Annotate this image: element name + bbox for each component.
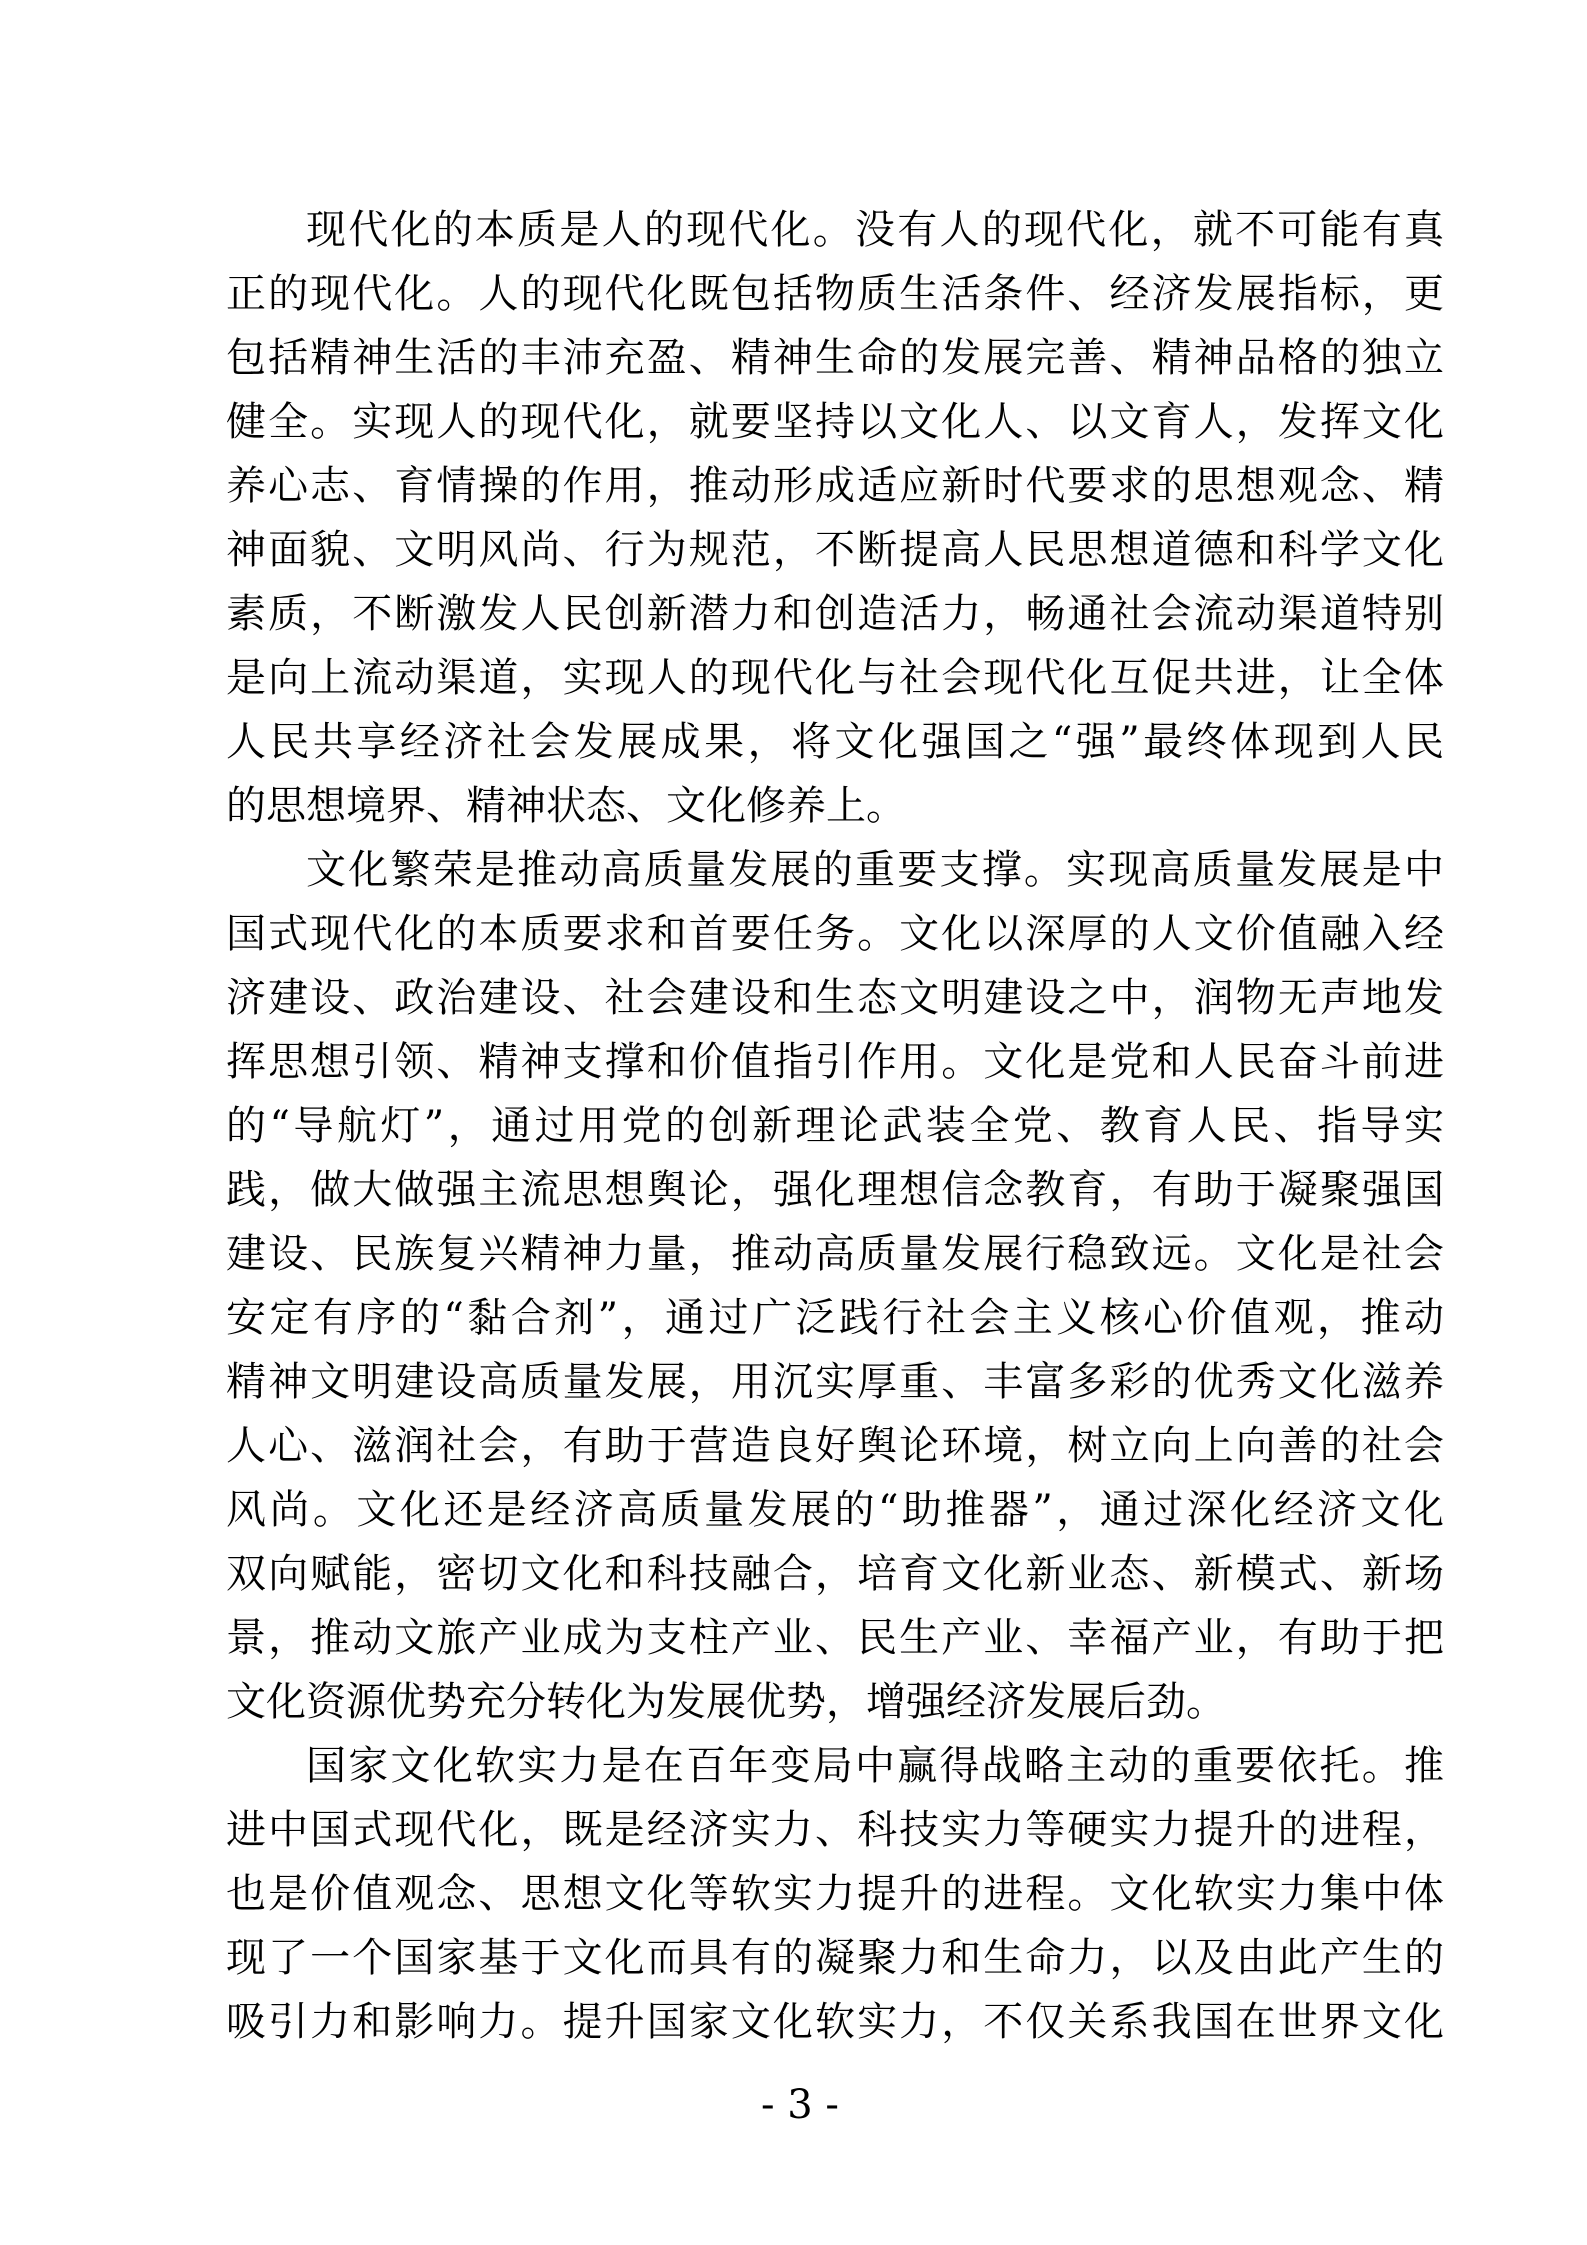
text-line: 人民共享经济社会发展成果，将文化强国之“强”最终体现到人民 <box>226 719 1444 765</box>
text-line: 正的现代化。人的现代化既包括物质生活条件、经济发展指标，更 <box>226 271 1444 317</box>
text-line: 文化资源优势充分转化为发展优势，增强经济发展后劲。 <box>226 1679 1226 1725</box>
text-line: 神面貌、文明风尚、行为规范，不断提高人民思想道德和科学文化 <box>226 527 1444 573</box>
paragraph <box>226 1734 1444 2054</box>
text-line: 吸引力和影响力。提升国家文化软实力，不仅关系我国在世界文化 <box>226 1999 1444 2045</box>
text-line: 健全。实现人的现代化，就要坚持以文化人、以文育人，发挥文化 <box>226 399 1444 445</box>
text-line: 景，推动文旅产业成为支柱产业、民生产业、幸福产业，有助于把 <box>226 1615 1444 1661</box>
text-line: 践，做大做强主流思想舆论，强化理想信念教育，有助于凝聚强国 <box>226 1167 1444 1213</box>
document-body <box>226 198 1444 2054</box>
text-line: 挥思想引领、精神支撑和价值指引作用。文化是党和人民奋斗前进 <box>226 1039 1444 1085</box>
text-line: 双向赋能，密切文化和科技融合，培育文化新业态、新模式、新场 <box>226 1551 1444 1597</box>
text-line: 安定有序的“黏合剂”，通过广泛践行社会主义核心价值观，推动 <box>226 1295 1444 1341</box>
text-line: 包括精神生活的丰沛充盈、精神生命的发展完善、精神品格的独立 <box>226 335 1444 381</box>
page-number: - 3 - <box>761 2082 839 2128</box>
text-line: 的思想境界、精神状态、文化修养上。 <box>226 783 906 829</box>
text-line: 的“导航灯”，通过用党的创新理论武装全党、教育人民、指导实 <box>226 1103 1444 1149</box>
text-line: 进中国式现代化，既是经济实力、科技实力等硬实力提升的进程， <box>226 1807 1444 1853</box>
text-line: 精神文明建设高质量发展，用沉实厚重、丰富多彩的优秀文化滋养 <box>226 1359 1444 1405</box>
text-line: 国家文化软实力是在百年变局中赢得战略主动的重要依托。推 <box>306 1743 1444 1789</box>
text-line: 风尚。文化还是经济高质量发展的“助推器”，通过深化经济文化 <box>226 1487 1444 1533</box>
text-line: 现代化的本质是人的现代化。没有人的现代化，就不可能有真 <box>306 207 1444 253</box>
text-line: 国式现代化的本质要求和首要任务。文化以深厚的人文价值融入经 <box>226 911 1444 957</box>
text-line: 素质，不断激发人民创新潜力和创造活力，畅通社会流动渠道特别 <box>226 591 1444 637</box>
text-line: 文化繁荣是推动高质量发展的重要支撑。实现高质量发展是中 <box>306 847 1444 893</box>
text-line: 建设、民族复兴精神力量，推动高质量发展行稳致远。文化是社会 <box>226 1231 1444 1277</box>
text-line: 人心、滋润社会，有助于营造良好舆论环境，树立向上向善的社会 <box>226 1423 1444 1469</box>
text-line: 济建设、政治建设、社会建设和生态文明建设之中，润物无声地发 <box>226 975 1444 1021</box>
paragraph <box>226 838 1444 1734</box>
text-line: 养心志、育情操的作用，推动形成适应新时代要求的思想观念、精 <box>226 463 1444 509</box>
text-line: 现了一个国家基于文化而具有的凝聚力和生命力，以及由此产生的 <box>226 1935 1444 1981</box>
page-footer <box>0 2073 1587 2137</box>
text-line: 是向上流动渠道，实现人的现代化与社会现代化互促共进，让全体 <box>226 655 1444 701</box>
paragraph <box>226 198 1444 838</box>
text-line: 也是价值观念、思想文化等软实力提升的进程。文化软实力集中体 <box>226 1871 1444 1917</box>
